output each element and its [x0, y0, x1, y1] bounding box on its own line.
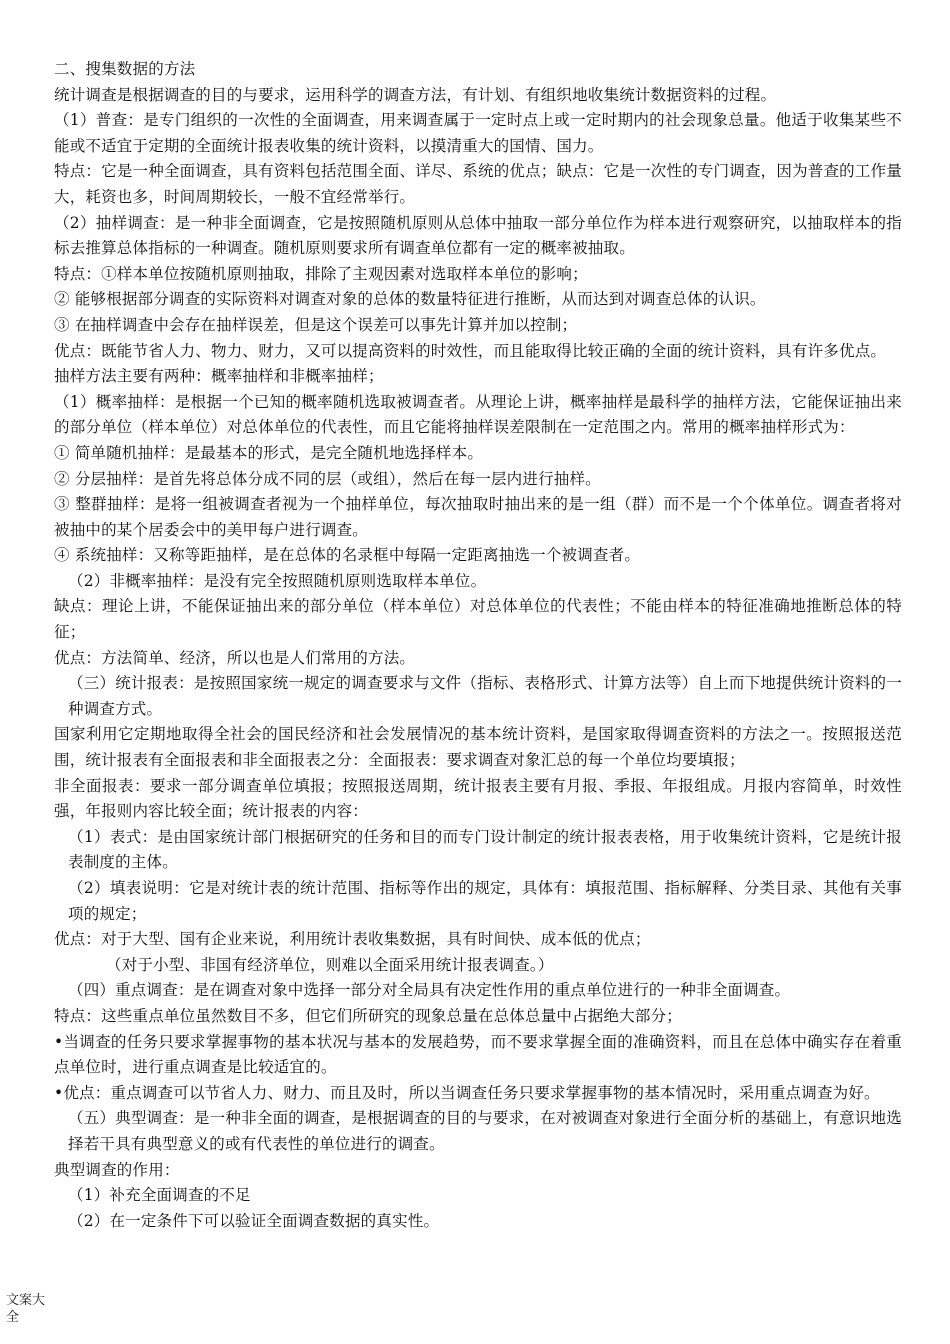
paragraph: （1）补充全面调查的不足 [68, 1186, 251, 1205]
paragraph: ② 能够根据部分调查的实际资料对调查对象的总体的数量特征进行推断，从而达到对调查总体的认识。 [54, 290, 766, 309]
paragraph: （2）非概率抽样：是没有完全按照随机原则选取样本单位。 [68, 571, 487, 590]
paragraph: （2）在一定条件下可以验证全面调查数据的真实性。 [68, 1211, 440, 1230]
paragraph: ④ 系统抽样：又称等距抽样，是在总体的名录框中每隔一定距离抽选一个被调查者。 [54, 546, 641, 565]
paragraph: 优点：对于大型、国有企业来说，利用统计表收集数据，具有时间快、成本低的优点； [54, 930, 651, 949]
paragraph: 特点：①样本单位按随机原则抽取，排除了主观因素对选取样本单位的影响； [54, 264, 588, 283]
paragraph: ③ 在抽样调查中会存在抽样误差，但是这个误差可以事先计算并加以控制； [54, 315, 578, 334]
paragraph: 优点：方法简单、经济，所以也是人们常用的方法。 [54, 648, 416, 667]
paragraph: （1）概率抽样：是根据一个已知的概率随机选取被调查者。从理论上讲，概率抽样是最科学的抽样方法，它能保证抽出来的部分单位（样本单位）对总体单位的代表性，而且它能将抽样误差限制在一定范围之内。常用的概率抽样形式为： [54, 392, 902, 437]
paragraph: （四）重点调查：是在调查对象中选择一部分对全局具有决定性作用的重点单位进行的一种非全面调查。 [68, 981, 791, 1000]
paragraph: 抽样方法主要有两种：概率抽样和非概率抽样； [54, 367, 384, 386]
paragraph: 特点：这些重点单位虽然数目不多，但它们所研究的现象总量在总体总量中占据绝大部分； [54, 1006, 683, 1025]
paragraph: ① 简单随机抽样：是最基本的形式，是完全随机地选择样本。 [54, 443, 484, 462]
paragraph: （五）典型调查：是一种非全面的调查，是根据调查的目的与要求，在对被调查对象进行全面分析的基础上，有意识地选择若干具有典型意义的或有代表性的单位进行的调查。 [68, 1109, 902, 1153]
paragraph: （对于小型、非国有经济单位，则难以全面采用统计报表调查。） [106, 955, 554, 974]
paragraph: 国家利用它定期地取得全社会的国民经济和社会发展情况的基本统计资料，是国家取得调查资料的方法之一。按照报送范围，统计报表有全面报表和非全面报表之分：全面报表：要求调查对象汇总的每一个单位均要填报； [54, 725, 902, 770]
paragraph: （1）表式：是由国家统计部门根据研究的任务和目的而专门设计制定的统计报表表格，用于收集统计资料，它是统计报表制度的主体。 [68, 827, 902, 872]
paragraph: （2）抽样调查：是一种非全面调查，它是按照随机原则从总体中抽取一部分单位作为样本进行观察研究，以抽取样本的指标去推算总体指标的一种调查。随机原则要求所有调查单位都有一定的概率被抽取。 [54, 213, 902, 258]
paragraph: ② 分层抽样：是首先将总体分成不同的层（或组），然后在每一层内进行抽样。 [54, 469, 601, 488]
paragraph: 缺点：理论上讲，不能保证抽出来的部分单位（样本单位）对总体单位的代表性；不能由样本的特征准确地推断总体的特征； [54, 597, 902, 642]
paragraph: （三）统计报表：是按照国家统一规定的调查要求与文件（指标、表格形式、计算方法等）自上而下地提供统计资料的一种调查方式。 [68, 674, 902, 718]
paragraph: 特点：它是一种全面调查，具有资料包括范围全面、详尽、系统的优点；缺点：它是一次性的专门调查，因为普查的工作量大，耗资也多，时间周期较长，一般不宜经常举行。 [54, 162, 902, 206]
paragraph: •优点：重点调查可以节省人力、财力、而且及时，所以当调查任务只要求掌握事物的基本情况时，采用重点调查为好。 [54, 1083, 880, 1102]
paragraph: •当调查的任务只要求掌握事物的基本状况与基本的发展趋势，而不要求掌握全面的准确资料，而且在总体中确实存在着重点单位时，进行重点调查是比较适宜的。 [54, 1032, 902, 1077]
paragraph: ③ 整群抽样：是将一组被调查者视为一个抽样单位，每次抽取时抽出来的是一组（群）而不是一个个体单位。调查者将对被抽中的某个居委会中的美甲每户进行调查。 [54, 495, 902, 539]
paragraph: 典型调查的作用： [54, 1160, 180, 1179]
paragraph: （2）填表说明：它是对统计表的统计范围、指标等作出的规定，具体有：填报范围、指标解释、分类目录、其他有关事项的规定； [68, 879, 902, 923]
section-heading: 二、搜集数据的方法 [54, 60, 196, 78]
paragraph: 优点：既能节省人力、物力、财力，又可以提高资料的时效性，而且能取得比较正确的全面的统计资料，具有许多优点。 [54, 341, 887, 360]
paragraph: 统计调查是根据调查的目的与要求，运用科学的调查方法，有计划、有组织地收集统计数据资料的过程。 [54, 85, 777, 104]
paragraph: （1）普查：是专门组织的一次性的全面调查，用来调查属于一定时点上或一定时期内的社会现象总量。他适于收集某些不能或不适宜于定期的全面统计报表收集的统计资料，以摸清重大的国情、国力。 [54, 111, 902, 155]
document-body [54, 57, 902, 1234]
footer-watermark-text: 文案大全 [6, 1293, 46, 1325]
paragraph: 非全面报表：要求一部分调查单位填报；按照报送周期，统计报表主要有月报、季报、年报组成。月报内容简单，时效性强，年报则内容比较全面；统计报表的内容： [54, 776, 902, 821]
